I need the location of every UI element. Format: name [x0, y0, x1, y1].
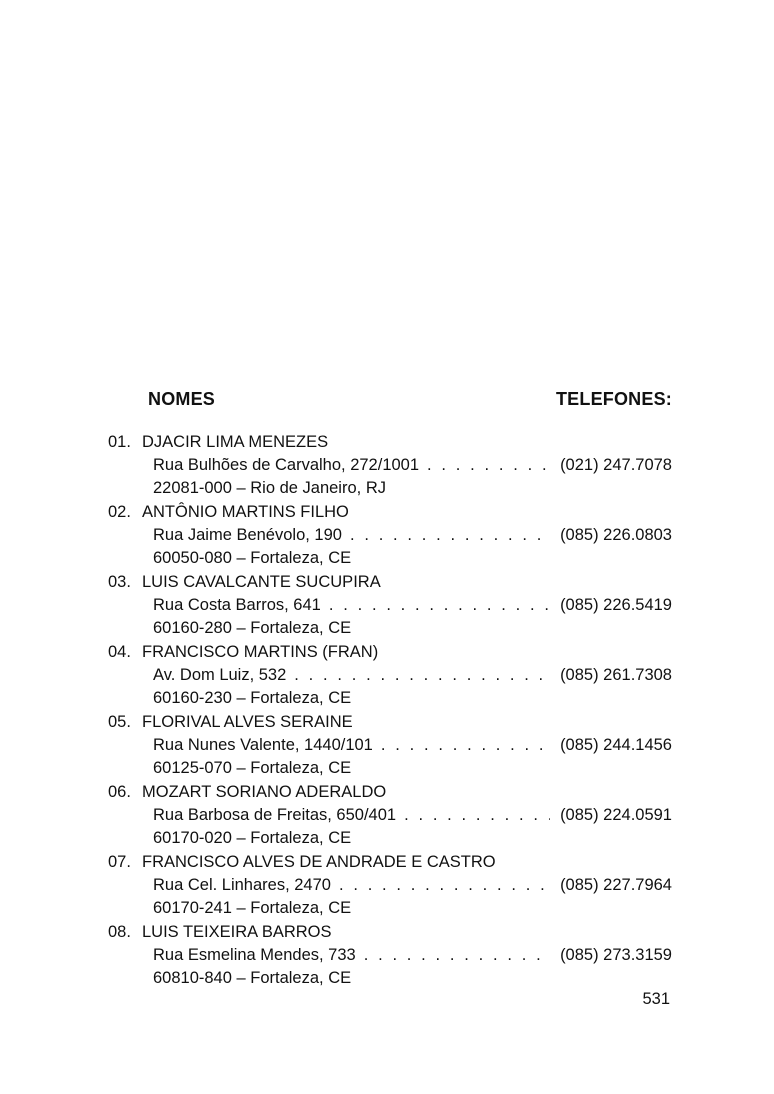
entry-number: 06.: [108, 783, 131, 801]
entry-city: 60170-020 – Fortaleza, CE: [153, 829, 352, 847]
entry-address: Rua Barbosa de Freitas, 650/401: [153, 806, 397, 824]
list-item: [108, 921, 672, 991]
page-number: 531: [642, 990, 670, 1008]
dot-leader: [404, 804, 550, 827]
entry-name: LUIS CAVALCANTE SUCUPIRA: [142, 573, 381, 591]
entry-number: 01.: [108, 433, 131, 451]
entry-phone: (085) 227.7964: [560, 876, 672, 894]
entry-name: DJACIR LIMA MENEZES: [142, 433, 329, 451]
dot-leader: [381, 734, 550, 757]
entry-address: Rua Jaime Benévolo, 190: [153, 526, 342, 544]
entry-phone: (085) 224.0591: [560, 806, 672, 824]
entry-phone: (085) 226.5419: [560, 596, 672, 614]
phones-column-header: TELEFONES:: [555, 389, 672, 409]
entry-city: 60170-241 – Fortaleza, CE: [153, 899, 352, 917]
list-item: [108, 501, 672, 571]
contact-list: [108, 431, 672, 991]
entry-name: LUIS TEIXEIRA BARROS: [142, 923, 332, 941]
entry-name: FLORIVAL ALVES SERAINE: [142, 713, 353, 731]
entry-address: Rua Bulhões de Carvalho, 272/1001: [153, 456, 420, 474]
entry-city: 60160-280 – Fortaleza, CE: [153, 619, 352, 637]
entry-name: MOZART SORIANO ADERALDO: [142, 783, 387, 801]
list-item: [108, 711, 672, 781]
dot-leader: [339, 874, 550, 897]
entry-name: FRANCISCO MARTINS (FRAN): [142, 643, 379, 661]
list-item: [108, 641, 672, 711]
entry-address: Av. Dom Luiz, 532: [153, 666, 287, 684]
dot-leader: [329, 594, 550, 617]
entry-number: 07.: [108, 853, 131, 871]
entry-address: Rua Cel. Linhares, 2470: [153, 876, 331, 894]
dot-leader: [427, 454, 550, 477]
dot-leader: [350, 524, 550, 547]
entry-city: 60160-230 – Fortaleza, CE: [153, 689, 352, 707]
entry-address: Rua Nunes Valente, 1440/101: [153, 736, 373, 754]
entry-number: 03.: [108, 573, 131, 591]
list-item: [108, 431, 672, 501]
entry-name: FRANCISCO ALVES DE ANDRADE E CASTRO: [142, 853, 496, 871]
entry-city: 22081-000 – Rio de Janeiro, RJ: [153, 479, 386, 497]
entry-name: ANTÔNIO MARTINS FILHO: [142, 503, 349, 521]
entry-city: 60125-070 – Fortaleza, CE: [153, 759, 352, 777]
entry-phone: (085) 244.1456: [560, 736, 672, 754]
entry-address: Rua Costa Barros, 641: [153, 596, 321, 614]
entry-phone: (085) 273.3159: [560, 946, 672, 964]
dot-leader: [294, 664, 550, 687]
entry-phone: (085) 226.0803: [560, 526, 672, 544]
entry-city: 60810-840 – Fortaleza, CE: [153, 969, 352, 987]
entry-number: 02.: [108, 503, 131, 521]
entry-address: Rua Esmelina Mendes, 733: [153, 946, 356, 964]
list-item: [108, 851, 672, 921]
names-column-header: NOMES: [148, 389, 216, 409]
entry-city: 60050-080 – Fortaleza, CE: [153, 549, 352, 567]
entry-phone: (085) 261.7308: [560, 666, 672, 684]
list-item: [108, 781, 672, 851]
entry-number: 08.: [108, 923, 131, 941]
entry-number: 04.: [108, 643, 131, 661]
dot-leader: [364, 944, 550, 967]
entry-phone: (021) 247.7078: [560, 456, 672, 474]
list-item: [108, 571, 672, 641]
entry-number: 05.: [108, 713, 131, 731]
